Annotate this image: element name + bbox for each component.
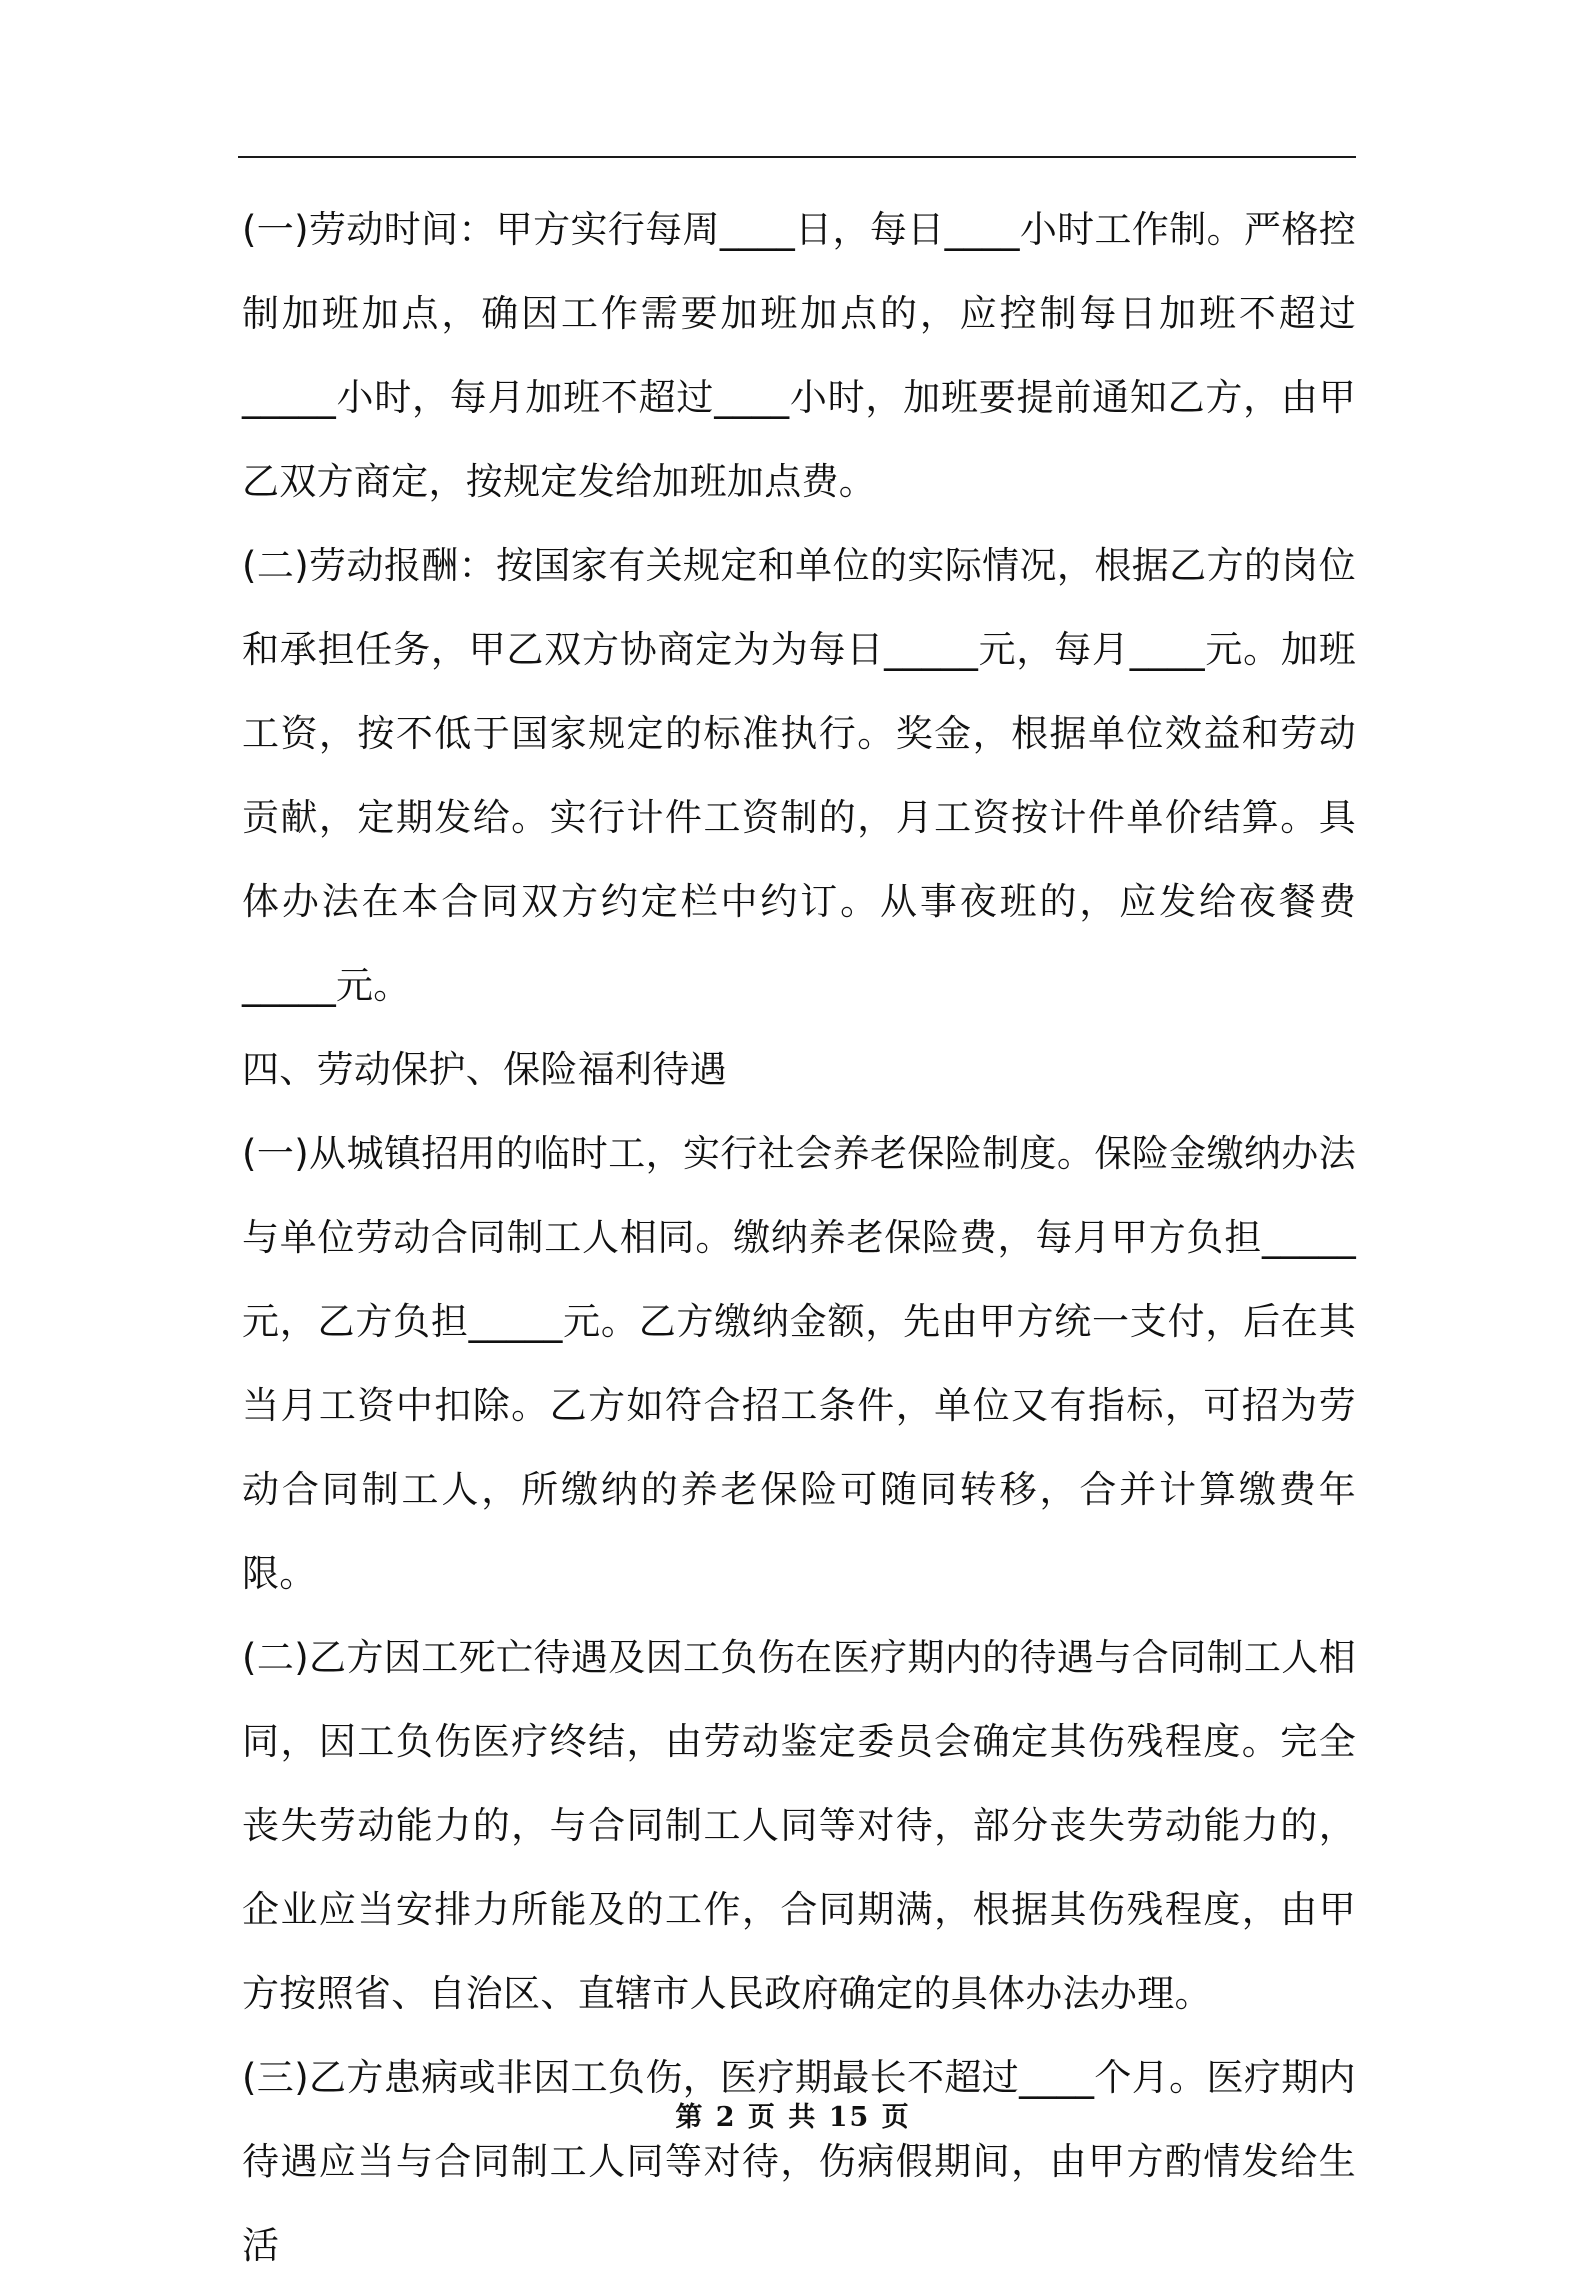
clause-working-hours: (一)劳动时间：甲方实行每周____日，每日____小时工作制。严格控制加班加点，确因工作需要加班加点的，应控制每日加班不超过_____小时，每月加班不超过____小时，加班要提前通知乙方，由甲乙双方商定，按规定发给加班加点费。 bbox=[242, 208, 1356, 503]
document-body bbox=[242, 188, 1356, 2288]
clause-remuneration: (二)劳动报酬：按国家有关规定和单位的实际情况，根据乙方的岗位和承担任务，甲乙双方协商定为为每日_____元，每月____元。加班工资，按不低于国家规定的标准执行。奖金，根据单位效益和劳动贡献，定期发给。实行计件工资制的，月工资按计件单价结算。具体办法在本合同双方约定栏中约订。从事夜班的，应发给夜餐费_____元。 bbox=[242, 544, 1356, 1007]
page-number: 第 2 页 共 15 页 bbox=[675, 2102, 911, 2133]
clause-sick-leave: (三)乙方患病或非因工负伤，医疗期最长不超过____个月。医疗期内待遇应当与合同制工人同等对待，伤病假期间，由甲方酌情发给生活 bbox=[242, 2056, 1356, 2267]
clause-work-injury: (二)乙方因工死亡待遇及因工负伤在医疗期内的待遇与合同制工人相同，因工负伤医疗终结，由劳动鉴定委员会确定其伤残程度。完全丧失劳动能力的，与合同制工人同等对待，部分丧失劳动能力的，企业应当安排力所能及的工作，合同期满，根据其伤残程度，由甲方按照省、自治区、直辖市人民政府确定的具体办法办理。 bbox=[242, 1636, 1356, 2015]
clause-pension-insurance: (一)从城镇招用的临时工，实行社会养老保险制度。保险金缴纳办法与单位劳动合同制工人相同。缴纳养老保险费，每月甲方负担_____元，乙方负担_____元。乙方缴纳金额，先由甲方统一支付，后在其当月工资中扣除。乙方如符合招工条件，单位又有指标，可招为劳动合同制工人，所缴纳的养老保险可随同转移，合并计算缴费年限。 bbox=[242, 1132, 1356, 1595]
section-heading-labor-protection: 四、劳动保护、保险福利待遇 bbox=[242, 1048, 727, 1091]
header-divider bbox=[238, 156, 1356, 158]
